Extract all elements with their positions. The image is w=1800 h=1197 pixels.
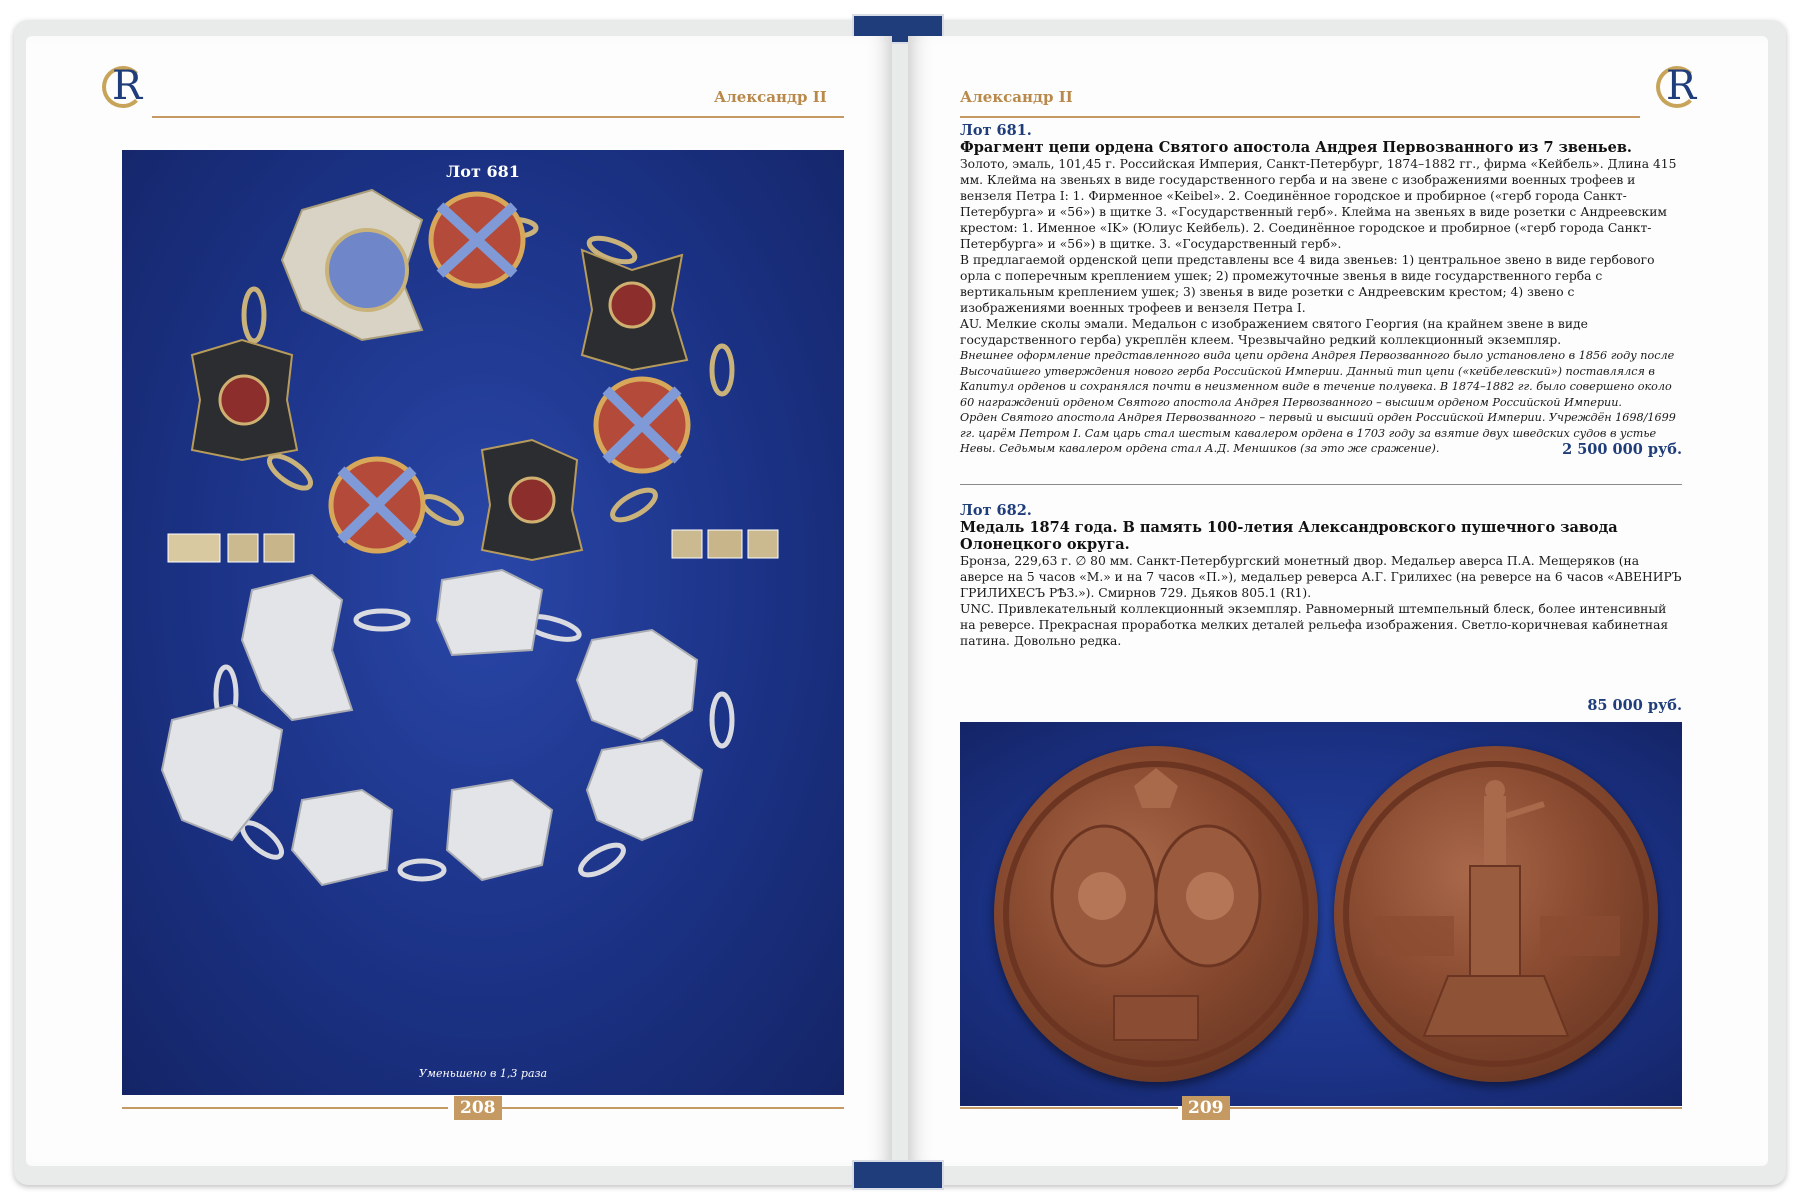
page-number: 209 [1182,1096,1230,1120]
lot-paragraph: В предлагаемой орденской цепи представлены все 4 вида звеньев: 1) центральное звено в виде гербового орла с поперечным креплением ушек; 2) промежуточные звенья в виде государственного герба с вертикальным креплением ушек; 3) звенья в виде розетки с Андреевским крестом; 4) звено с изображениями военных трофеев и вензеля Петра I. [960,253,1655,315]
bookmark-ribbon-bottom [852,1160,944,1190]
catalog-logo-icon [102,63,152,114]
lot-paragraph: AU. Мелкие сколы эмали. Медальон с изображением святого Георгия (на крайнем звене в виде государственного герба) укреплён клеем. Чрезвычайно редкий коллекционный экземпляр. [960,317,1588,347]
lot-separator [960,484,1682,485]
medal-obverse-relief [994,746,1318,1082]
photo-plate-lot-682 [960,722,1682,1106]
lot-price: 85 000 руб. [1587,697,1682,714]
page-number: 208 [454,1096,502,1120]
lot-title: Фрагмент цепи ордена Святого апостола Андрея Первозванного из 7 звеньев. [960,139,1632,156]
logo-letter: R [1666,63,1697,109]
lot-number: Лот 681. [960,122,1032,139]
medal-reverse-relief [1334,746,1658,1082]
lot-681-description [960,122,1682,472]
chain-elements-reverse [162,570,702,885]
footer-rule-left [960,1107,1178,1109]
lot-title: Медаль 1874 года. В память 100-летия Александровского пушечного завода Олонецкого округа. [960,519,1618,553]
footer-rule-left [122,1107,448,1109]
header-rule [960,116,1640,118]
running-head: Александр II [714,88,827,106]
header-rule [152,116,844,118]
right-page [908,36,1768,1166]
lot-italic-note: Орден Святого апостола Андрея Первозванного – первый и высший орден Российской Империи. Учреждён 1698/1699 гг. царём Петром I. Сам царь стал шестым кавалером ордена в 1703 году за взятие двух шведских судов в устье Невы. Седьмым кавалером ордена стал А.Д. Меншиков (за это же сражение). [960,411,1676,455]
chain-elements-front [192,190,688,560]
order-chain-illustration [122,150,844,1095]
left-page [26,36,892,1166]
lot-price: 2 500 000 руб. [1562,441,1682,458]
medal-reverse-image [1334,746,1658,1082]
footer-rule-right [500,1107,844,1109]
lot-paragraph: Бронза, 229,63 г. ∅ 80 мм. Санкт-Петербургский монетный двор. Медальер аверса П.А. Мещеряков (на аверсе на 5 часов «М.» и на 7 часов «П.»), медальер реверса А.Г. Грилихес (на реверсе на 6 часов «АВЕНИРЪ ГРИЛИХЕСЪ РѢЗ.»). Смирнов 729. Дьяков 805.1 (R1). [960,554,1682,600]
lot-italic-note: Внешнее оформление представленного вида цепи ордена Андрея Первозванного было установлено в 1856 году после Высочайшего утверждения нового герба Российской Империи. Данный тип цепи («кейбелевский») поставлялся в Капитул орденов и сохранялся почти в неизменном виде в течение полувека. В 1874–1882 гг. было совершено около 60 награждений орденом Святого апостола Андрея Первозванного – высшим орденом Российской Империи. [960,349,1675,409]
lot-paragraph: Золото, эмаль, 101,45 г. Российская Империя, Санкт-Петербург, 1874–1882 гг., фирма «Кейбель». Длина 415 мм. Клейма на звеньях в виде государственного герба и на звене с изображениями военных трофеев и вензеля Петра I: 1. Фирменное «Keibel». 2. Соединённое городское и пробирное («герб города Санкт-Петербурга» и «56») в щитке 3. «Государственный герб». Клейма на звеньях в виде розетки с Андреевским крестом: 1. Именное «IK» (Юлиус Кейбель). 2. Соединённое городское и пробирное («герб города Санкт-Петербурга» и «56») в щитке. 3. «Государственный герб». [960,157,1677,251]
plate-scale-note: Уменьшено в 1,3 раза [418,1067,548,1080]
hallmark-insets [168,530,778,562]
logo-letter: R [112,63,143,109]
photo-plate-lot-681 [122,150,844,1095]
lot-paragraph: UNC. Привлекательный коллекционный экземпляр. Равномерный штемпельный блеск, более интенсивный на реверсе. Прекрасная проработка мелких деталей рельефа изображения. Светло-коричневая кабинетная патина. Довольно редка. [960,602,1669,648]
medal-obverse-image [994,746,1318,1082]
lot-number: Лот 682. [960,502,1032,519]
lot-682-description [960,502,1682,712]
plate-title: Лот 681 [446,162,520,181]
catalog-logo-icon [1656,63,1706,114]
footer-rule-right [1228,1107,1682,1109]
running-head: Александр II [960,88,1073,106]
